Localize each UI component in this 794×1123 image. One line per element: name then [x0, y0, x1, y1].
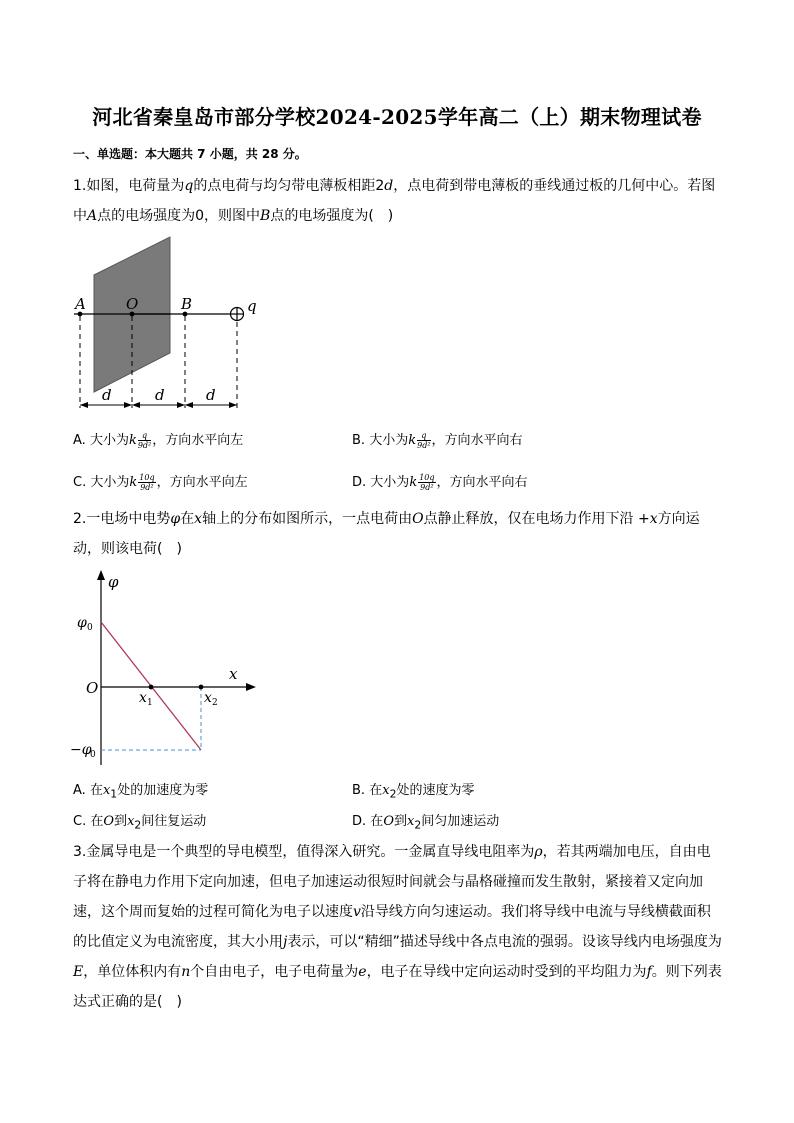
q2-option-B[interactable]: B. 在$x_2$处的速度为零 [352, 783, 475, 801]
fraction: $\frac{10q}{\text{9d²}}$ [419, 473, 435, 492]
question-2-figure [68, 567, 268, 772]
dim-label-2: d [155, 386, 165, 404]
label-phi-axis: φ [108, 573, 119, 591]
label-A: A [75, 295, 86, 313]
label-q: q [247, 297, 257, 315]
label-x1: x [139, 690, 147, 706]
question-1-figure [60, 230, 280, 420]
exam-title: 河北省秦皇岛市部分学校2024-2025学年高二（上）期末物理试卷 [92, 105, 702, 129]
label-O: O [126, 295, 139, 313]
section-heading: 一、单选题：本大题共 7 小题，共 28 分。 [73, 147, 307, 161]
q1-option-D[interactable]: D. 大小为k $\frac{10q}{\text{9d²}}$ ，方向水平向右 [352, 473, 528, 492]
arrow-3-left [185, 402, 193, 408]
x-axis-arrow [246, 683, 256, 691]
label-x1-sub: 1 [147, 698, 153, 708]
label-neg-phi0: −φ [70, 742, 92, 758]
question-1-stem: 1.如图，电荷量为q的点电荷与均匀带电薄板相距2d，点电荷到带电薄板的垂线通过板的几何中心。若图中A点的电场强度为0，则图中B点的电场强度为( ) [73, 178, 716, 224]
label-phi0-sub: 0 [87, 623, 93, 633]
q2-option-A[interactable]: A. 在$x_1$处的加速度为零 [73, 783, 209, 801]
label-x2: x [204, 690, 212, 706]
point-x2 [199, 685, 204, 690]
q2-option-C[interactable]: C. 在O到$x_2$间往复运动 [73, 814, 207, 832]
question-3-stem: 3.金属导电是一个典型的导电模型，值得深入研究。一金属直导线电阻率为ρ，若其两端加电压，自由电子将在静电力作用下定向加速，但电子加速运动很短时间就会与晶格碰撞而发生散射，紧接着又定向加速，这个周而复始的过程可简化为电子以速度v沿导线方向匀速运动。我们将导线中电流与导线横截面积的比值定义为电流密度，其大小用j表示，可以“精细”描述导线中各点电流的强弱。设该导线内电场强度为E，单位体积内有n个自由电子，电子电荷量为e，电子在导线中定向运动时受到的平均阻力为f。则下列表达式正确的是( ) [73, 844, 722, 1010]
point-x1 [149, 685, 154, 690]
label-x-axis: x [229, 665, 238, 683]
arrow-3-right [229, 402, 237, 408]
arrow-1-left [80, 402, 88, 408]
q1-option-B[interactable]: B. 大小为k $\frac{q}{\text{9d²}}$ ，方向水平向右 [352, 431, 523, 450]
arrow-1-right [124, 402, 132, 408]
q1-option-A[interactable]: A. 大小为k $\frac{q}{\text{9d²}}$ ，方向水平向左 [73, 431, 244, 450]
label-neg-phi0-sub: 0 [90, 750, 96, 760]
fraction: $\frac{q}{\text{9d²}}$ [137, 431, 152, 450]
dim-label-3: d [206, 386, 216, 404]
label-origin: O [86, 679, 99, 697]
label-x2-sub: 2 [212, 698, 218, 708]
arrow-2-left [132, 402, 140, 408]
arrow-2-right [177, 402, 185, 408]
phi-axis-arrow [97, 570, 105, 580]
question-2-stem: 2.一电场中电势φ在x轴上的分布如图所示，一点电荷由O点静止释放，仅在电场力作用下沿 +x方向运动，则该电荷( ) [73, 511, 700, 557]
label-B: B [181, 295, 193, 313]
fraction: $\frac{q}{\text{9d²}}$ [417, 431, 431, 450]
label-phi0: φ [77, 615, 87, 631]
dim-label-1: d [102, 386, 112, 404]
q1-option-C[interactable]: C. 大小为k $\frac{10q}{\text{9d²}}$ ，方向水平向左 [73, 473, 248, 492]
q2-option-D[interactable]: D. 在O到$x_2$间匀加速运动 [352, 814, 500, 832]
fraction: $\frac{10q}{\text{9d²}}$ [139, 473, 155, 492]
